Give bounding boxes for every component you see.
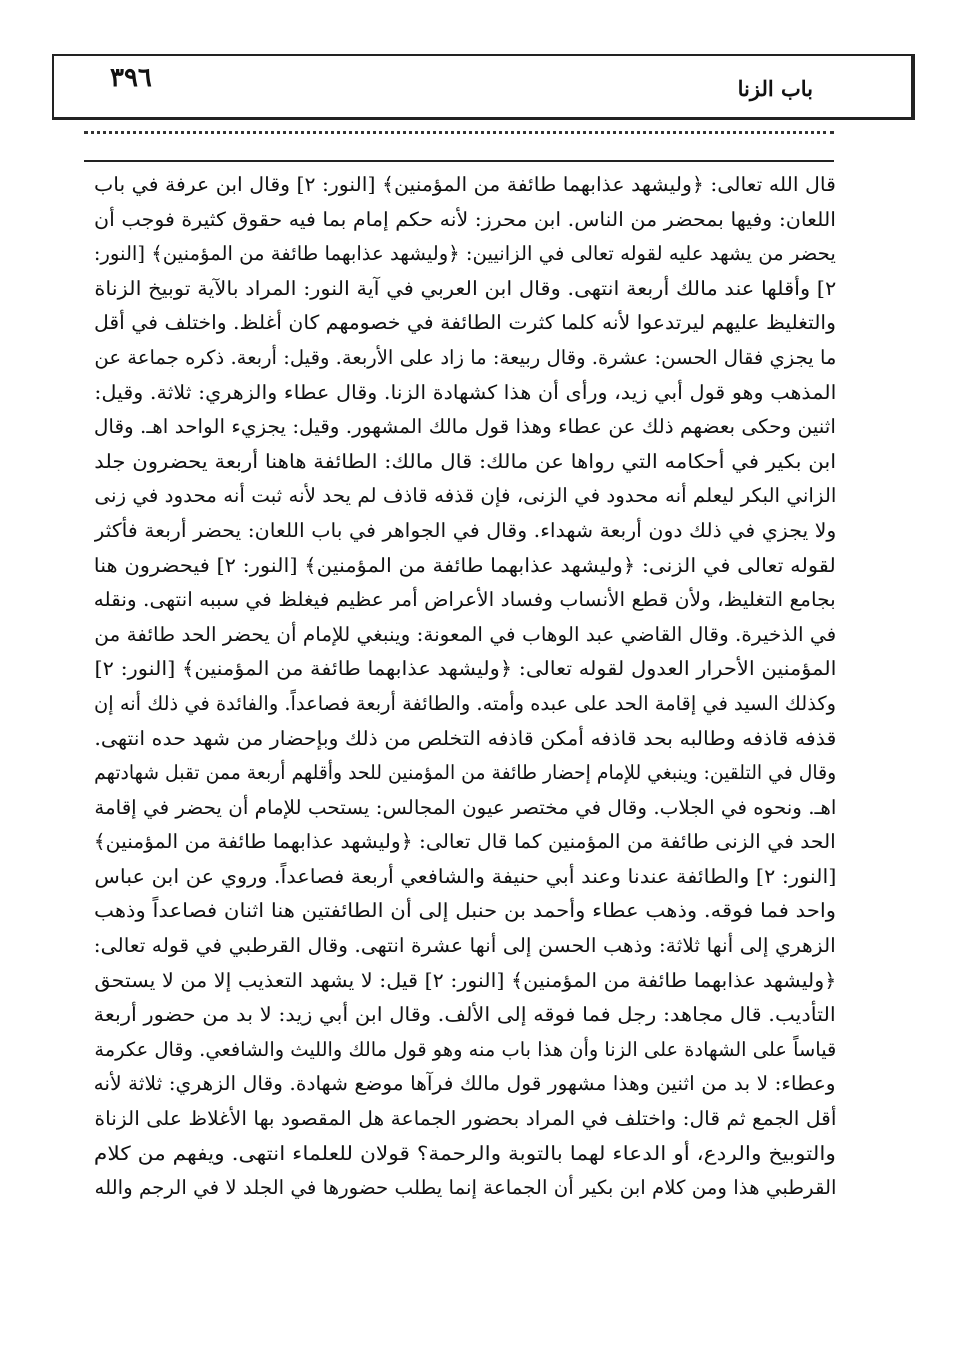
- text-line: لقوله تعالى في الزنى: ﴿وليشهد عذابهما طائفة من المؤمنين﴾ [النور: ٢] فيحضرون هنا: [94, 553, 836, 577]
- text-line: وكذلك السيد في إقامة الحد على عبده وأمته. والطائفة أربعة فصاعداً. والفائدة في ذلك أنه إن: [94, 691, 836, 715]
- text-line: اثنين وحكى بعضهم ذلك عن عطاء وهذا قول مالك المشهور. وقيل: يجزيء الواحد اهـ. وقال: [94, 415, 836, 439]
- text-line: [النور: ٢] والطائفة عندنا وعند أبي حنيفة والشافعي أربعة فصاعداً. وروي عن ابن عباس: [94, 864, 836, 888]
- dotted-separator: [84, 131, 834, 134]
- page-number: ٣٩٦: [110, 63, 152, 93]
- text-line: المذهب وهو قول أبي زيد، ورأى أن هذا كشهادة الزنا. وقال عطاء والزهري: ثلاثة. وقيل:: [94, 380, 836, 404]
- text-line: اللعان: وفيها بمحضر من الناس. ابن محرز: لأنه حكم إمام بما فيه حقوق كثيرة فوجب أن: [94, 207, 836, 231]
- text-line: ٢] وأقلها عند مالك أربعة انتهى. وقال ابن العربي في آية النور: المراد بالآية توبيخ الزناة: [94, 276, 836, 300]
- text-line: في الذخيرة. وقال القاضي عبد الوهاب في المعونة: وينبغي للإمام أن يحضر الحد طائفة من: [94, 622, 836, 646]
- text-line: والتوبيخ والردع، أو الدعاء لهما بالتوبة والرحمة؟ قولان للعلماء انتهى. ويفهم من كلام: [94, 1141, 836, 1165]
- text-line: التأديب. قال مجاهد: رجل فما فوقه إلى الألف. وقال ابن أبي زيد: لا بد من حضور أربعة: [94, 1003, 836, 1027]
- text-line: وعطاء: لا بد من اثنين وهذا مشهور قول مالك فرآها موضع شهادة. وقال الزهري: ثلاثة لأنه: [94, 1072, 836, 1096]
- text-line: وقال في التلقين: وينبغي للإمام إحضار طائفة من المؤمنين للحد وأقلهم أربعة ممن تقبل شهادتهم: [94, 761, 836, 785]
- text-line: بجامع التغليظ، ولأن قطع الأنساب وفساد الأعراض أمر عظيم فيغلظ في سببه انتهى. ونقله: [94, 588, 836, 612]
- text-line: المؤمنين الأحرار العدول لقوله تعالى: ﴿وليشهد عذابهما طائفة من المؤمنين﴾ [النور: ٢]: [94, 657, 836, 681]
- chapter-title: باب الزنا: [737, 76, 813, 101]
- text-line: ﴿وليشهد عذابهما طائفة من المؤمنين﴾ [النور: ٢] قيل: لا يشهد التعذيب إلا من لا يستحق: [94, 968, 836, 992]
- text-line: اهـ. ونحوه في الجلاب. وقال في مختصر عيون المجالس: يستحب للإمام أن يحضر في إقامة: [94, 795, 836, 819]
- text-line: الزاني البكر ليعلم أنه محدود في الزنى، فإن قذفه قاذف لم يحد لأنه ثبت أنه محدود في زنى: [94, 484, 836, 508]
- text-line: قياساً على الشهادة على الزنا وأن هذا باب منه وهو قول مالك والليث والشافعي. وقال عكرمة: [94, 1037, 836, 1061]
- text-line: القرطبي هذا ومن كلام ابن بكير أن الجماعة إنما يطلب حضورها في الجلد لا في الرجم والله: [94, 1176, 836, 1200]
- text-line: قذفه قاذفه وطالبه بحد قاذفه أمكن قاذفه التخلص من ذلك وبإحضار من شهد حده انتهى.: [94, 726, 836, 750]
- text-line: واحد فما فوقه. وذهب عطاء وأحمد بن حنبل إلى أن الطائفتين هنا اثنان فصاعداً وذهب: [94, 899, 836, 923]
- text-line: الحد في الزنى طائفة من المؤمنين كما قال تعالى: ﴿وليشهد عذابهما طائفة من المؤمنين﴾: [94, 830, 836, 854]
- text-line: قال الله تعالى: ﴿وليشهد عذابهما طائفة من المؤمنين﴾ [النور: ٢] وقال ابن عرفة في باب: [94, 173, 836, 196]
- text-line: أقل الجمع ثم قال: واختلف في المراد بحضور الجماعة هل المقصود بها الأغلاظ على الزناة: [94, 1107, 836, 1131]
- text-line: ما يجزي فقال الحسن: عشرة. وقال ربيعة: ما زاد على الأربعة. وقيل: أربعة. ذكره جماعة عن: [94, 345, 836, 369]
- text-line: الزهري إلى أنها ثلاثة: وذهب الحسن إلى أنها عشرة انتهى. وقال القرطبي في قوله تعالى:: [94, 934, 836, 958]
- text-line: ابن بكير في أحكامه التي رواها عن مالك: قال مالك: الطائفة هاهنا أربعة يحضرون جلد: [94, 449, 836, 473]
- solid-separator: [84, 160, 834, 162]
- text-line: يحضر من يشهد عليه لقوله تعالى في الزانيين: ﴿وليشهد عذابهما طائفة من المؤمنين﴾ [النور:: [94, 242, 836, 266]
- body-text: [94, 168, 836, 1206]
- text-line: ولا يجزي في ذلك دون أربعة شهداء. وقال في الجواهر في باب اللعان: يحضر أربعة فأكثر: [94, 518, 836, 542]
- text-line: والتغليظ عليهم ليرتدعوا لأنه كلما كثرت الطائفة في خصومهم كان أغلظ. واختلف في أقل: [94, 311, 836, 335]
